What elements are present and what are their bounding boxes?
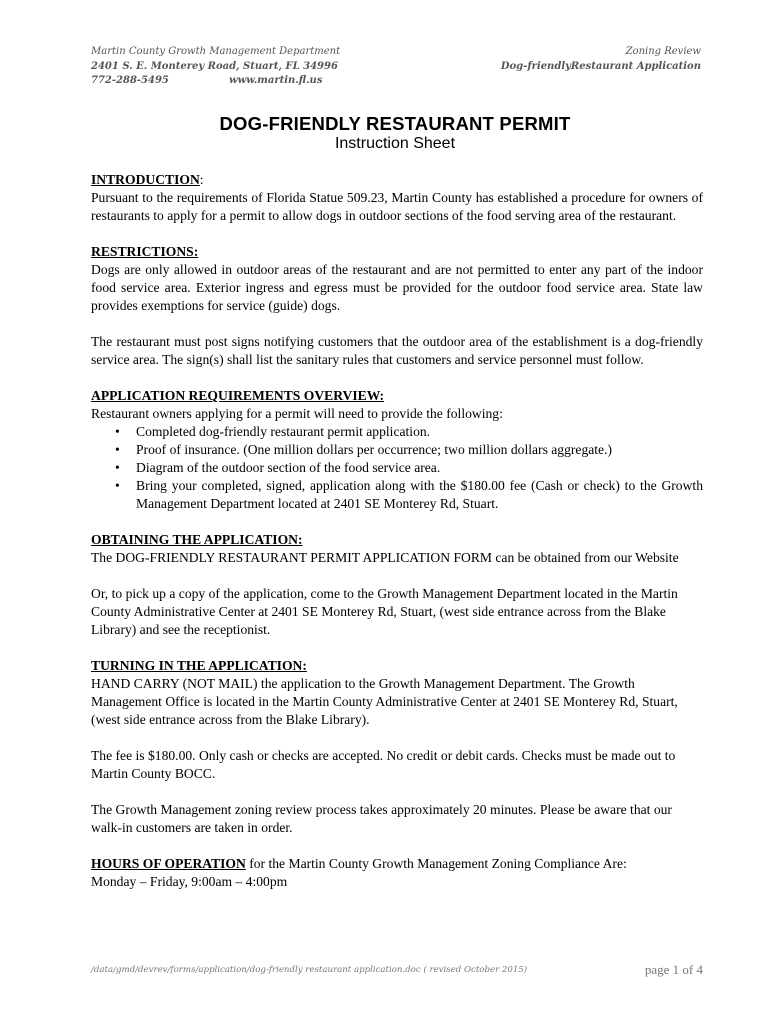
section-requirements (91, 387, 703, 513)
turning-in-paragraph-1: HAND CARRY (NOT MAIL) the application to the Growth Management Department. The Growth Management Office is located in the Martin County Administrative Center at 2401 SE Monterey Rd, Stuart, (west side entrance across from the Blake Library). (91, 676, 678, 727)
bullet-icon: • (115, 460, 120, 475)
bullet-icon: • (115, 424, 120, 439)
obtaining-paragraph-2: Or, to pick up a copy of the application, come to the Growth Management Department located in the Martin County Administrative Center at 2401 SE Monterey Rd, Stuart, (west side entrance across from the Blake Library) and see the receptionist. (91, 586, 678, 637)
section-hours (91, 855, 703, 891)
hours-schedule: Monday – Friday, 9:00am – 4:00pm (91, 874, 288, 889)
obtaining-heading: OBTAINING THE APPLICATION: (91, 532, 303, 547)
introduction-heading: INTRODUCTION (91, 172, 200, 187)
requirements-heading: APPLICATION REQUIREMENTS OVERVIEW: (91, 388, 385, 403)
introduction-text: Pursuant to the requirements of Florida Statue 509.23, Martin County has established a procedure for owners of restaurants to apply for a permit to allow dogs in outdoor sections of the food serving area of the restaurant. (91, 190, 703, 223)
review-time-paragraph: The Growth Management zoning review process takes approximately 20 minutes. Please be aware that our walk-in customers are taken in order. (91, 802, 672, 835)
page-number: page 1 of 4 (644, 962, 703, 977)
header-form-info (501, 45, 701, 74)
introduction-heading-colon: : (199, 172, 204, 187)
requirements-list (91, 423, 703, 513)
bullet-icon: • (115, 478, 120, 493)
section-turning-in (91, 657, 703, 837)
bullet-icon: • (115, 442, 120, 457)
restrictions-paragraph-1: Dogs are only allowed in outdoor areas of the restaurant and are not permitted to enter any part of the indoor food service area. Exterior ingress and egress must be provided for the outdoor food service area. State law provides exemptions for service (guide) dogs. (91, 262, 703, 313)
footer-file-path: /data/gmd/devrev/forms/application/dog-friendly restaurant application.doc ( revised October 2015) (91, 965, 528, 975)
section-obtaining (91, 531, 703, 639)
restrictions-heading: RESTRICTIONS: (91, 244, 199, 259)
section-restrictions (91, 243, 703, 369)
header-website: www.martin.fl.us (229, 75, 323, 86)
list-item: • Proof of insurance. (One million dollars per occurrence; two million dollars aggregate.) (115, 442, 613, 457)
list-item: • Diagram of the outdoor section of the food service area. (115, 460, 441, 475)
document-title: DOG-FRIENDLY RESTAURANT PERMIT (219, 113, 571, 134)
header-address: 2401 S. E. Monterey Road, Stuart, FL 34996 (91, 60, 338, 72)
section-introduction (91, 171, 703, 225)
fee-paragraph: The fee is $180.00. Only cash or checks are accepted. No credit or debit cards. Checks must be made out to Martin County BOCC. (91, 748, 676, 781)
header-zoning-review: Zoning Review (625, 46, 701, 57)
header-department-info (91, 45, 340, 89)
document-body (91, 171, 703, 891)
hours-heading: HOURS OF OPERATION (91, 856, 246, 871)
document-subtitle: Instruction Sheet (334, 135, 456, 152)
header-contact (91, 74, 340, 89)
header-application-name: Dog-friendlyRestaurant Application (500, 60, 701, 72)
turning-in-heading: TURNING IN THE APPLICATION: (91, 658, 307, 673)
requirements-intro: Restaurant owners applying for a permit will need to provide the following: (91, 406, 503, 421)
obtaining-paragraph-1: The DOG-FRIENDLY RESTAURANT PERMIT APPLICATION FORM can be obtained from our Website (91, 550, 679, 565)
header-department: Martin County Growth Management Department (91, 46, 341, 57)
hours-heading-rest: for the Martin County Growth Management Zoning Compliance Are: (245, 856, 627, 871)
list-item: • Bring your completed, signed, application along with the $180.00 fee (Cash or check) to the Growth Management Department located at 2401 SE Monterey Rd, Stuart. (115, 478, 703, 511)
restrictions-paragraph-2: The restaurant must post signs notifying customers that the outdoor area of the establishment is a dog-friendly service area. The sign(s) shall list the sanitary rules that customers and service personnel must follow. (91, 334, 703, 367)
list-item: • Completed dog-friendly restaurant permit application. (115, 424, 431, 439)
header-phone: 772-288-5495 (91, 75, 169, 86)
